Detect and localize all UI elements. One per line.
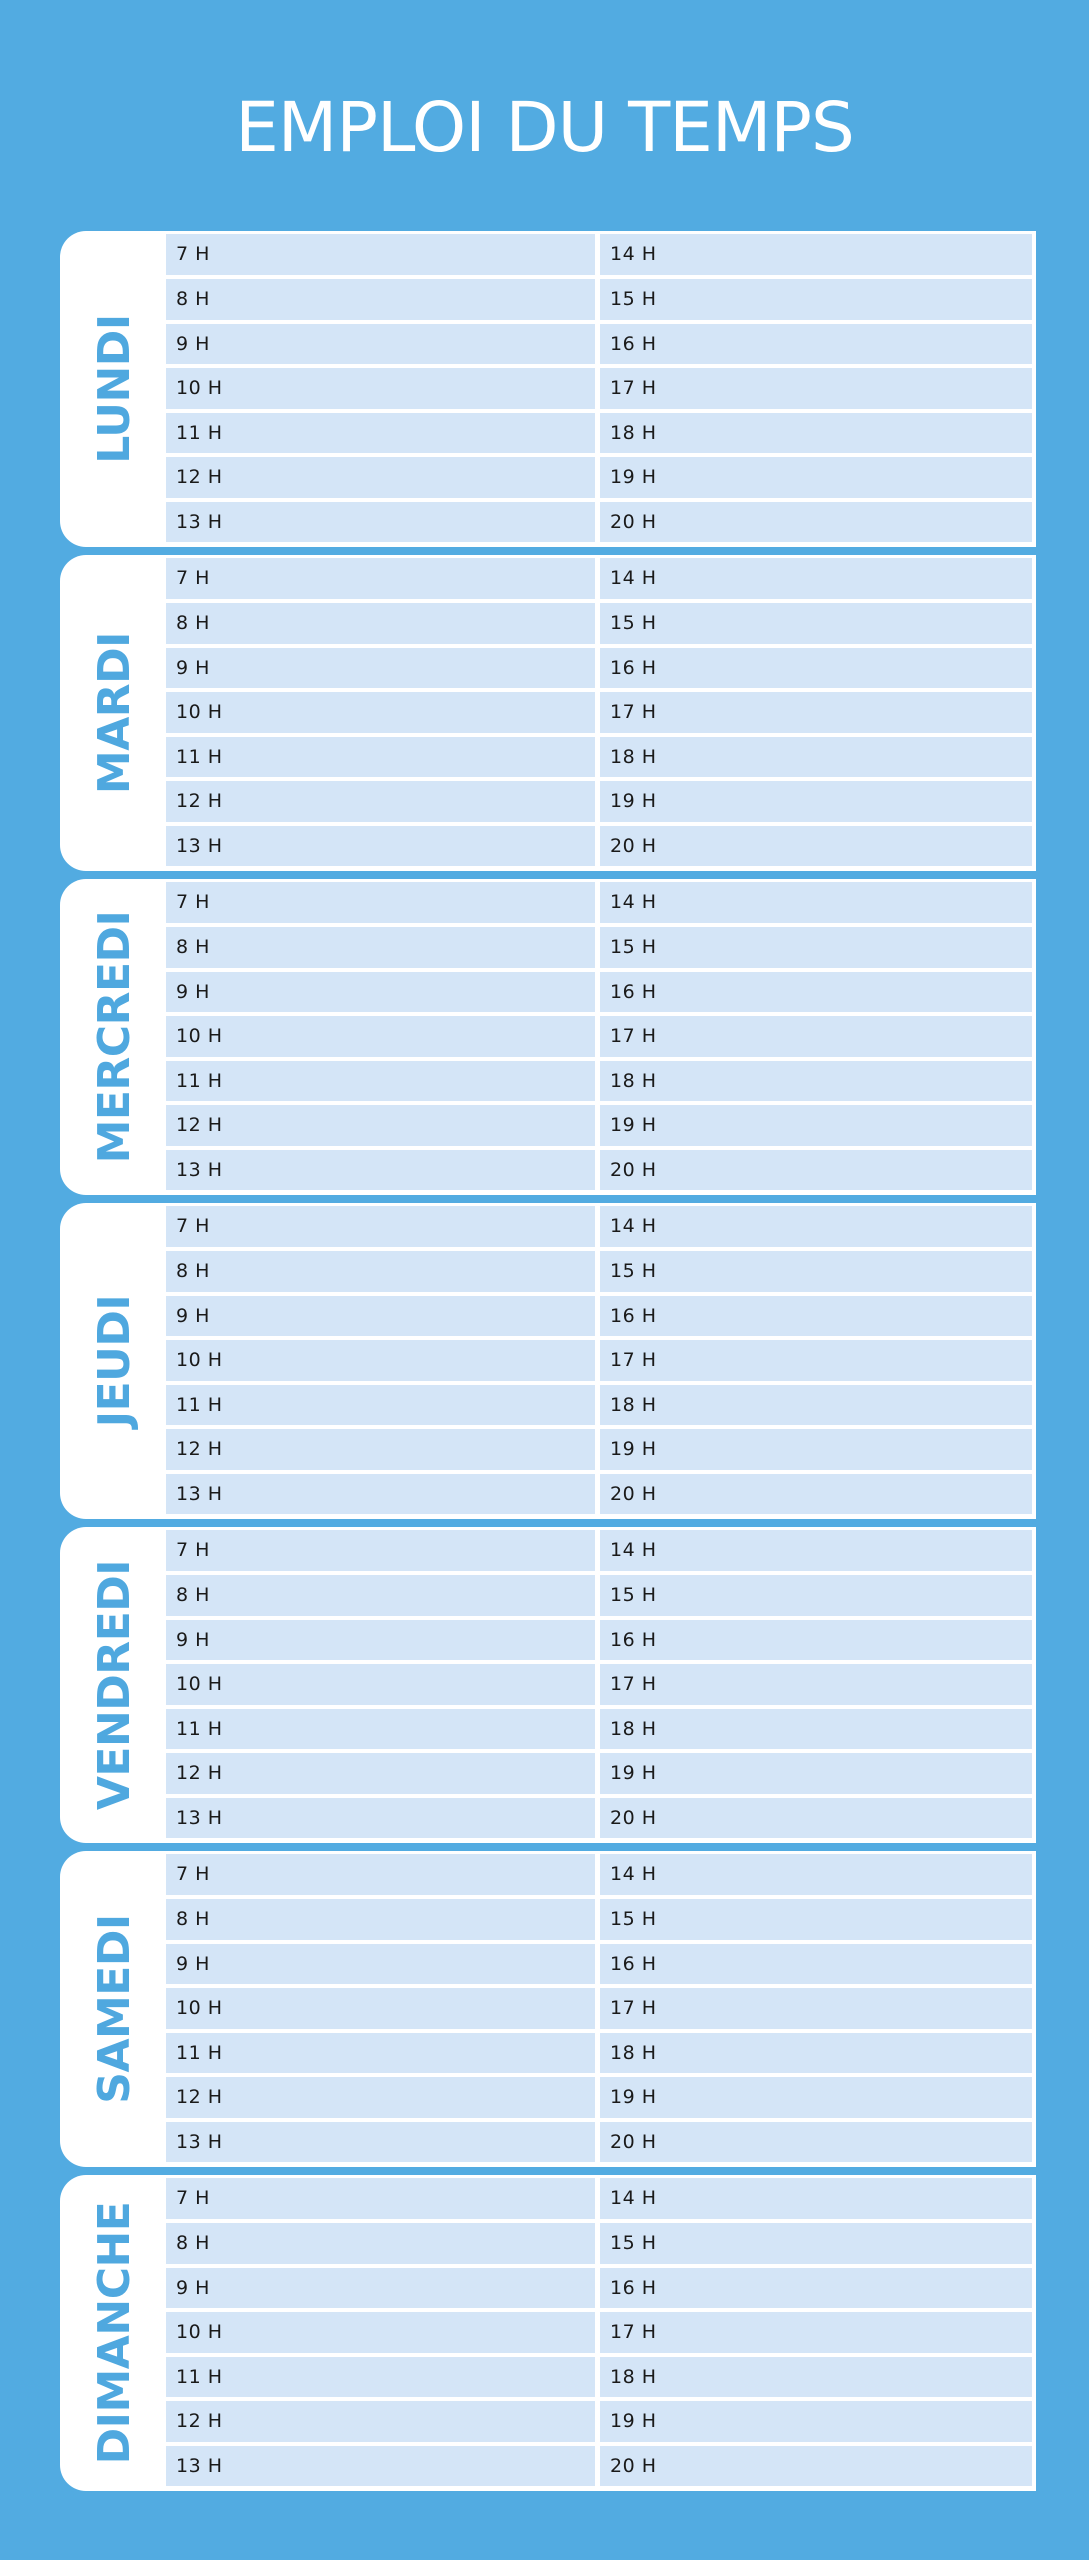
day-label-box xyxy=(60,1203,170,1519)
hour-slot-cell[interactable]: 16 H xyxy=(600,972,1032,1013)
hour-grid xyxy=(162,879,1036,1195)
hour-slot-cell[interactable]: 10 H xyxy=(166,692,595,733)
hour-slot-cell[interactable]: 18 H xyxy=(600,1709,1032,1750)
hour-slot-cell[interactable]: 11 H xyxy=(166,1385,595,1426)
hour-slot-cell[interactable]: 8 H xyxy=(166,1899,595,1940)
hour-grid xyxy=(162,2175,1036,2491)
hour-slot-cell[interactable]: 15 H xyxy=(600,927,1032,968)
hour-slot-cell[interactable]: 12 H xyxy=(166,457,595,498)
hour-slot-cell[interactable]: 9 H xyxy=(166,2268,595,2309)
day-label: MARDI xyxy=(89,631,140,795)
day-label-box xyxy=(60,879,170,1195)
hour-slot-cell[interactable]: 10 H xyxy=(166,1016,595,1057)
hour-slot-cell[interactable]: 9 H xyxy=(166,648,595,689)
hour-slot-cell[interactable]: 20 H xyxy=(600,2122,1032,2163)
day-block-vendredi xyxy=(60,1527,1036,1843)
hour-slot-cell[interactable]: 11 H xyxy=(166,413,595,454)
day-label-box xyxy=(60,1851,170,2167)
hour-slot-cell[interactable]: 8 H xyxy=(166,1575,595,1616)
hour-grid xyxy=(162,231,1036,547)
hour-slot-cell[interactable]: 19 H xyxy=(600,1105,1032,1146)
day-label: LUNDI xyxy=(89,314,140,464)
hour-slot-cell[interactable]: 11 H xyxy=(166,2357,595,2398)
hour-slot-cell[interactable]: 11 H xyxy=(166,1709,595,1750)
hour-slot-cell[interactable]: 8 H xyxy=(166,279,595,320)
hour-slot-cell[interactable]: 7 H xyxy=(166,234,595,275)
hour-slot-cell[interactable]: 16 H xyxy=(600,1944,1032,1985)
day-block-lundi xyxy=(60,231,1036,547)
day-label-box xyxy=(60,555,170,871)
hour-slot-cell[interactable]: 19 H xyxy=(600,781,1032,822)
day-label: SAMEDI xyxy=(89,1914,140,2104)
hour-slot-cell[interactable]: 16 H xyxy=(600,2268,1032,2309)
hour-slot-cell[interactable]: 19 H xyxy=(600,1429,1032,1470)
day-label: MERCREDI xyxy=(89,910,140,1164)
hour-slot-cell[interactable]: 11 H xyxy=(166,737,595,778)
hour-slot-cell[interactable]: 20 H xyxy=(600,502,1032,543)
hour-slot-cell[interactable]: 9 H xyxy=(166,1620,595,1661)
day-block-mardi xyxy=(60,555,1036,871)
hour-slot-cell[interactable]: 8 H xyxy=(166,2223,595,2264)
hour-slot-cell[interactable]: 10 H xyxy=(166,1988,595,2029)
hour-slot-cell[interactable]: 9 H xyxy=(166,324,595,365)
hour-slot-cell[interactable]: 13 H xyxy=(166,1150,595,1191)
hour-slot-cell[interactable]: 7 H xyxy=(166,1206,595,1247)
hour-slot-cell[interactable]: 20 H xyxy=(600,2446,1032,2487)
hour-slot-cell[interactable]: 18 H xyxy=(600,2033,1032,2074)
hour-slot-cell[interactable]: 18 H xyxy=(600,1385,1032,1426)
hour-slot-cell[interactable]: 17 H xyxy=(600,1664,1032,1705)
hour-slot-cell[interactable]: 17 H xyxy=(600,1988,1032,2029)
hour-slot-cell[interactable]: 14 H xyxy=(600,1206,1032,1247)
hour-slot-cell[interactable]: 10 H xyxy=(166,1340,595,1381)
day-block-dimanche xyxy=(60,2175,1036,2491)
hour-slot-cell[interactable]: 7 H xyxy=(166,882,595,923)
hour-slot-cell[interactable]: 8 H xyxy=(166,927,595,968)
day-block-jeudi xyxy=(60,1203,1036,1519)
hour-slot-cell[interactable]: 9 H xyxy=(166,1944,595,1985)
hour-grid xyxy=(162,1203,1036,1519)
hour-slot-cell[interactable]: 13 H xyxy=(166,2446,595,2487)
day-label-box xyxy=(60,1527,170,1843)
hour-slot-cell[interactable]: 8 H xyxy=(166,1251,595,1292)
day-block-mercredi xyxy=(60,879,1036,1195)
hour-slot-cell[interactable]: 15 H xyxy=(600,1899,1032,1940)
hour-slot-cell[interactable]: 15 H xyxy=(600,2223,1032,2264)
hour-slot-cell[interactable]: 13 H xyxy=(166,2122,595,2163)
hour-slot-cell[interactable]: 13 H xyxy=(166,1798,595,1839)
hour-slot-cell[interactable]: 11 H xyxy=(166,1061,595,1102)
hour-slot-cell[interactable]: 7 H xyxy=(166,1854,595,1895)
hour-grid xyxy=(162,1527,1036,1843)
hour-slot-cell[interactable]: 14 H xyxy=(600,2178,1032,2219)
hour-slot-cell[interactable]: 7 H xyxy=(166,1530,595,1571)
hour-slot-cell[interactable]: 14 H xyxy=(600,1854,1032,1895)
day-label: VENDREDI xyxy=(89,1559,140,1811)
hour-slot-cell[interactable]: 13 H xyxy=(166,1474,595,1515)
hour-slot-cell[interactable]: 12 H xyxy=(166,1429,595,1470)
hour-slot-cell[interactable]: 14 H xyxy=(600,558,1032,599)
hour-slot-cell[interactable]: 14 H xyxy=(600,234,1032,275)
day-label: JEUDI xyxy=(89,1294,140,1428)
day-label-box xyxy=(60,2175,170,2491)
hour-slot-cell[interactable]: 17 H xyxy=(600,368,1032,409)
day-block-samedi xyxy=(60,1851,1036,2167)
day-label: DIMANCHE xyxy=(89,2201,140,2465)
hour-slot-cell[interactable]: 7 H xyxy=(166,558,595,599)
page-title: EMPLOI DU TEMPS xyxy=(235,88,854,168)
hour-slot-cell[interactable]: 13 H xyxy=(166,502,595,543)
hour-slot-cell[interactable]: 15 H xyxy=(600,1251,1032,1292)
hour-slot-cell[interactable]: 18 H xyxy=(600,413,1032,454)
hour-slot-cell[interactable]: 17 H xyxy=(600,1340,1032,1381)
hour-slot-cell[interactable]: 8 H xyxy=(166,603,595,644)
hour-slot-cell[interactable]: 12 H xyxy=(166,1105,595,1146)
hour-slot-cell[interactable]: 13 H xyxy=(166,826,595,867)
hour-slot-cell[interactable]: 20 H xyxy=(600,826,1032,867)
hour-grid xyxy=(162,1851,1036,2167)
hour-slot-cell[interactable]: 14 H xyxy=(600,1530,1032,1571)
hour-slot-cell[interactable]: 16 H xyxy=(600,324,1032,365)
day-label-box xyxy=(60,231,170,547)
hour-slot-cell[interactable]: 11 H xyxy=(166,2033,595,2074)
hour-slot-cell[interactable]: 19 H xyxy=(600,1753,1032,1794)
hour-slot-cell[interactable]: 12 H xyxy=(166,1753,595,1794)
hour-slot-cell[interactable]: 12 H xyxy=(166,2401,595,2442)
hour-slot-cell[interactable]: 15 H xyxy=(600,1575,1032,1616)
hour-slot-cell[interactable]: 18 H xyxy=(600,737,1032,778)
hour-slot-cell[interactable]: 12 H xyxy=(166,781,595,822)
hour-slot-cell[interactable]: 19 H xyxy=(600,457,1032,498)
hour-slot-cell[interactable]: 20 H xyxy=(600,1150,1032,1191)
hour-slot-cell[interactable]: 18 H xyxy=(600,2357,1032,2398)
hour-slot-cell[interactable]: 9 H xyxy=(166,1296,595,1337)
hour-slot-cell[interactable]: 15 H xyxy=(600,603,1032,644)
hour-slot-cell[interactable]: 17 H xyxy=(600,1016,1032,1057)
hour-slot-cell[interactable]: 9 H xyxy=(166,972,595,1013)
hour-slot-cell[interactable]: 10 H xyxy=(166,2312,595,2353)
hour-slot-cell[interactable]: 14 H xyxy=(600,882,1032,923)
hour-slot-cell[interactable]: 16 H xyxy=(600,1296,1032,1337)
hour-slot-cell[interactable]: 10 H xyxy=(166,1664,595,1705)
hour-slot-cell[interactable]: 7 H xyxy=(166,2178,595,2219)
hour-slot-cell[interactable]: 17 H xyxy=(600,2312,1032,2353)
hour-slot-cell[interactable]: 19 H xyxy=(600,2077,1032,2118)
hour-slot-cell[interactable]: 10 H xyxy=(166,368,595,409)
hour-slot-cell[interactable]: 20 H xyxy=(600,1798,1032,1839)
hour-slot-cell[interactable]: 19 H xyxy=(600,2401,1032,2442)
hour-slot-cell[interactable]: 12 H xyxy=(166,2077,595,2118)
hour-slot-cell[interactable]: 20 H xyxy=(600,1474,1032,1515)
hour-slot-cell[interactable]: 15 H xyxy=(600,279,1032,320)
hour-slot-cell[interactable]: 16 H xyxy=(600,1620,1032,1661)
hour-slot-cell[interactable]: 17 H xyxy=(600,692,1032,733)
hour-slot-cell[interactable]: 16 H xyxy=(600,648,1032,689)
hour-slot-cell[interactable]: 18 H xyxy=(600,1061,1032,1102)
hour-grid xyxy=(162,555,1036,871)
